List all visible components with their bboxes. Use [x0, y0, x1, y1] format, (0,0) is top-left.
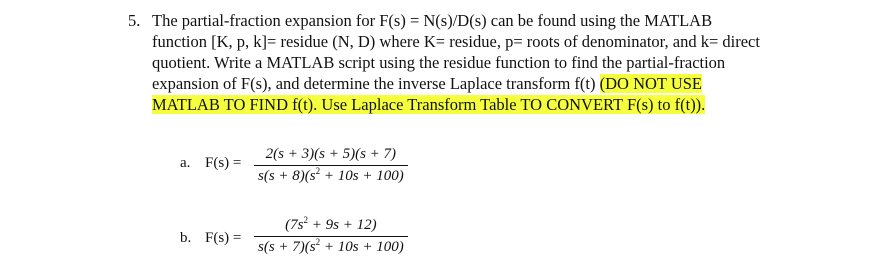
highlight-start: (DO NOT USE: [599, 74, 703, 93]
highlight-end: MATLAB TO FIND f(t). Use Laplace Transform Table TO CONVERT F(s) to f(t)).: [152, 95, 706, 114]
part-a-numerator: 2(s + 3)(s + 5)(s + 7): [265, 146, 397, 162]
part-b-numerator: $(7s^2 + 9s + 12)$: [285, 215, 377, 233]
part-b-lhs: F(s) =: [205, 230, 242, 246]
question-number: 5.: [128, 11, 141, 30]
problem-line-4: [152, 73, 702, 94]
part-a-lhs: F(s) =: [205, 155, 242, 171]
problem-line-5: [152, 94, 705, 115]
part-b-denominator: $s(s + 7)(s^2 + 10s + 100)$: [258, 237, 404, 255]
part-a-denominator: $s(s + 8)(s^2 + 10s + 100)$: [258, 166, 404, 184]
part-b-label: b.: [180, 230, 192, 246]
problem-line-4-text: expansion of F(s), and determine the inverse Laplace transform f(t): [152, 74, 596, 93]
problem-line-1: The partial-fraction expansion for F(s) = N(s)/D(s) can be found using the MATLAB: [152, 11, 713, 30]
problem-line-2: function [K, p, k]= residue (N, D) where K= residue, p= roots of denominator, and k= direct: [152, 32, 760, 51]
part-b-fraction: [254, 217, 408, 256]
problem-line-3: quotient. Write a MATLAB script using the residue function to find the partial-fraction: [152, 53, 726, 72]
part-a-fraction: [254, 146, 408, 185]
part-a-label: a.: [180, 155, 191, 171]
